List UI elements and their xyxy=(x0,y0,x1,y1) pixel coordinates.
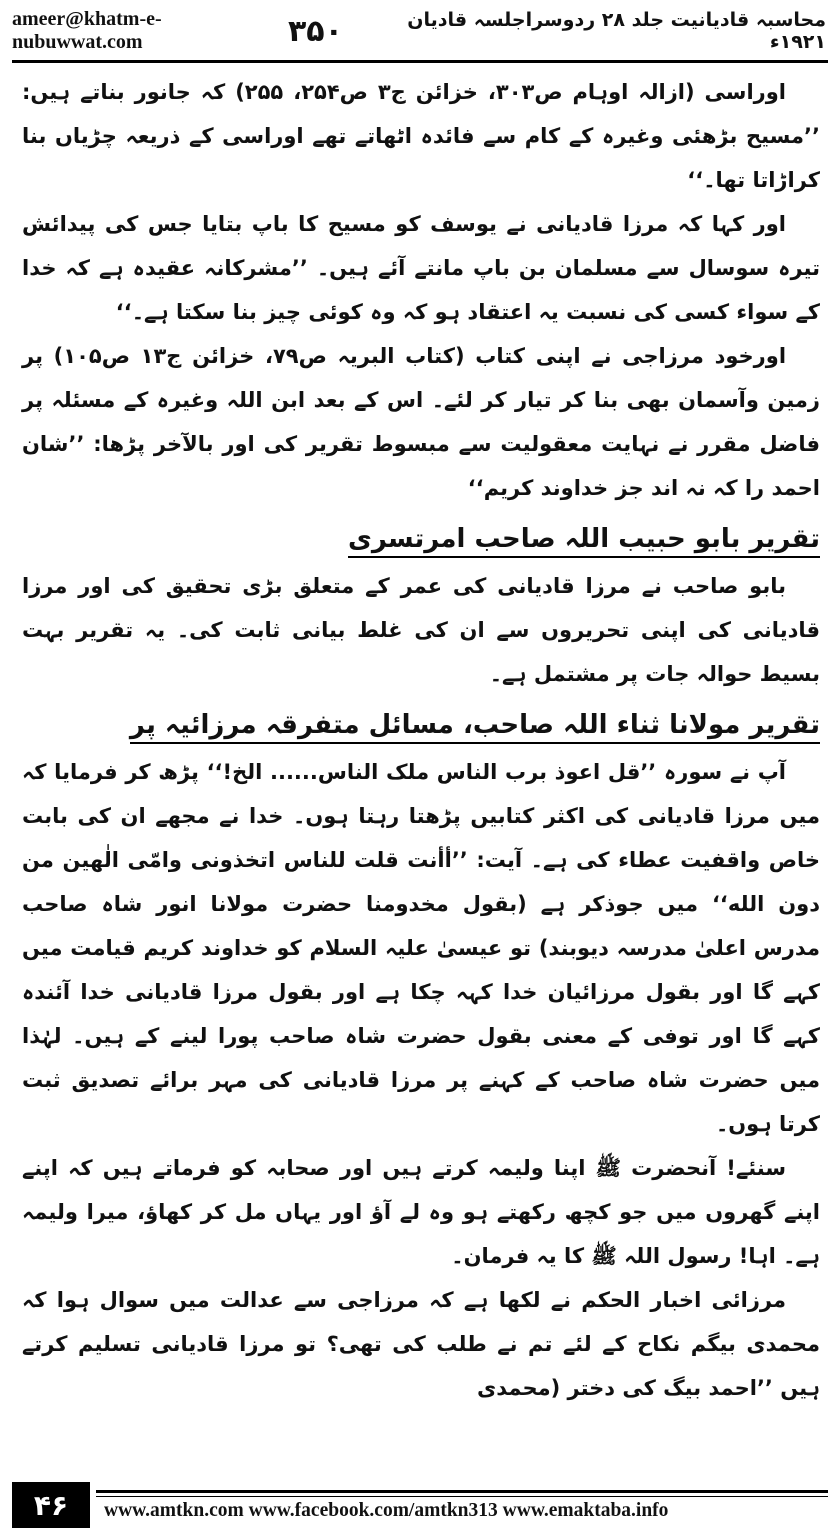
page-footer xyxy=(12,1482,828,1530)
section-1-paragraph: بابو صاحب نے مرزا قادیانی کی عمر کے متعلق بڑی تحقیق کی اور مرزا قادیانی کی اپنی تحریروں سے ان کی غلط بیانی ثابت کی۔ یہ تقریر بہت بسیط حوالہ جات پر مشتمل ہے۔ xyxy=(22,574,820,686)
footer-urls: www.amtkn.com www.facebook.com/amtkn313 www.emaktaba.info xyxy=(104,1500,669,1521)
footer-folio: ۴۶ xyxy=(12,1482,90,1528)
page-body xyxy=(22,70,820,1410)
header-right-group xyxy=(288,9,826,53)
paragraph-2: اور کہا کہ مرزا قادیانی نے یوسف کو مسیح کا باپ بتایا جس کی پیدائش تیرہ سوسال سے مسلمان بن باپ مانتے آئے ہیں۔ ’’مشرکانہ عقیدہ ہے کہ خدا کے سواء کسی کی نسبت یہ اعتقاد ہو کہ وہ کوئی چیز بنا سکتا ہے۔‘‘ xyxy=(22,212,820,324)
header-running-title: محاسبہ قادیانیت جلد ۲۸ ردوسراجلسہ قادیان ۱۹۲۱ء xyxy=(407,9,826,53)
paragraph-1: اوراسی (ازالہ اوہام ص۳۰۳، خزائن ج۳ ص۲۵۴، ۲۵۵) کہ جانور بناتے ہیں: ’’مسیح بڑھئی وغیرہ کے کام سے فائدہ اٹھاتے تھے اوراسی کے ذریعہ چڑیاں بنا کراڑاتا تھا۔‘‘ xyxy=(22,80,820,192)
footer-rule-thick xyxy=(96,1490,828,1493)
header-email: ameer@khatm-e-nubuwwat.com xyxy=(12,8,162,53)
section-heading-1 xyxy=(22,516,820,562)
section-heading-1-text: تقریر بابو حبیب اللہ صاحب امرتسری xyxy=(348,524,820,558)
header-rule xyxy=(12,60,828,63)
section-heading-2-text: تقریر مولانا ثناء اللہ صاحب، مسائل متفرقہ مرزائیہ پر xyxy=(130,710,820,744)
header-page-number: ۳۵۰ xyxy=(287,13,343,49)
page-header xyxy=(12,6,826,56)
section-2-paragraph-3: مرزائی اخبار الحکم نے لکھا ہے کہ مرزاجی سے عدالت میں سوال ہوا کہ محمدی بیگم نکاح کے لئے تم نے طلب کی تھی؟ تو مرزا قادیانی تسلیم کرتے ہیں ’’احمد بیگ کی دختر (محمدی xyxy=(22,1288,820,1400)
paragraph-3: اورخود مرزاجی نے اپنی کتاب (کتاب البریہ ص۷۹، خزائن ج۱۳ ص۱۰۵) پر زمین وآسمان بھی بنا کر تیار کر لئے۔ اس کے بعد ابن اللہ وغیرہ کے مسئلہ پر فاضل مقرر نے نہایت معقولیت سے مبسوط تقریر کی اور بالآخر پڑھا: ’’شان احمد را کہ نہ اند جز خداوند کریم‘‘ xyxy=(22,344,820,500)
section-2-paragraph-1: آپ نے سورہ ’’قل اعوذ برب الناس ملک الناس...... الخ!‘‘ پڑھ کر فرمایا کہ میں مرزا قادیانی کی اکثر کتابیں پڑھتا رہتا ہوں۔ خدا نے مجھے ان کی بابت خاص واقفیت عطاء کی ہے۔ آیت: ’’أأنت قلت للناس اتخذونی وامّی الٰهین من دون الله‘‘ میں جوذکر ہے (بقول مخدومنا حضرت مولانا انور شاہ صاحب مدرس اعلیٰ مدرسہ دیوبند) تو عیسیٰ علیہ السلام کو خداوند کریم قیامت میں کہے گا اور بقول مرزائیان خدا کہہ چکا ہے اور بقول مرزا قادیانی خدا آئندہ کہے گا اور توفی کے معنی بقول حضرت شاہ صاحب پورا لینے کے ہیں۔ لہٰذا میں حضرت شاہ صاحب کے کہنے پر مرزا قادیانی کی مہر برائے تصدیق ثبت کرتا ہوں۔ xyxy=(22,760,820,1136)
section-heading-2 xyxy=(22,702,820,748)
section-2-paragraph-2: سنئے! آنحضرت ﷺ اپنا ولیمہ کرتے ہیں اور صحابہ کو فرماتے ہیں کہ اپنے اپنے گھروں میں جو کچھ رکھتے ہو وہ لے آؤ اور یہاں مل کر کھاؤ، میرا ولیمہ ہے۔ اہا! رسول اللہ ﷺ کا یہ فرمان۔ xyxy=(22,1156,820,1268)
footer-rule-thin xyxy=(96,1496,828,1497)
